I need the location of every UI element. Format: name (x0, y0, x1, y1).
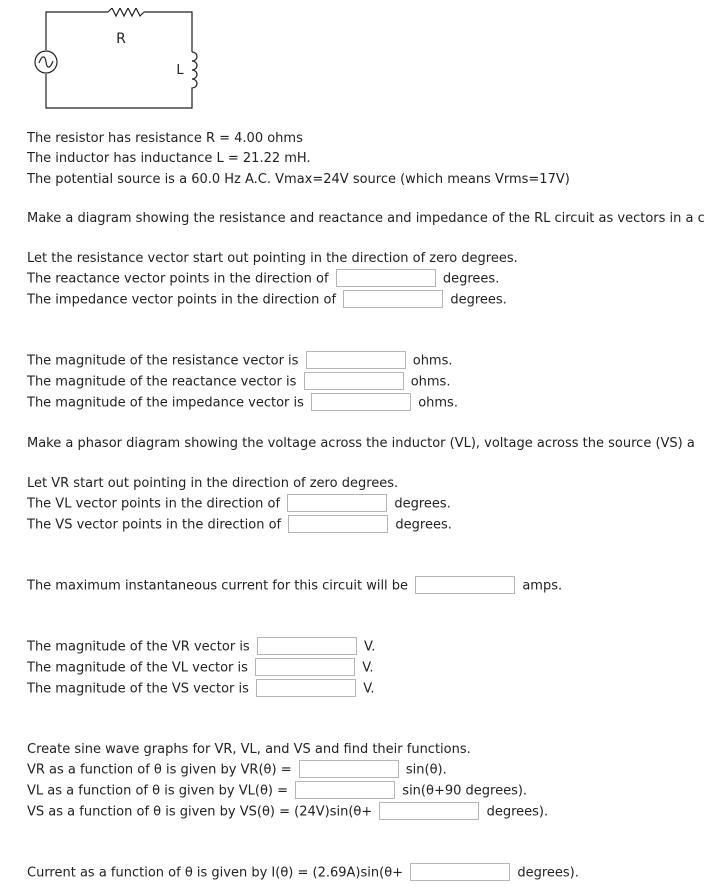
current-phase-input[interactable] (410, 863, 510, 881)
vl-direction-label: The VL vector points in the direction of (27, 496, 281, 512)
impedance-direction-input[interactable] (343, 290, 443, 308)
impedance-magnitude-row (27, 395, 458, 412)
reactance-magnitude-label: The magnitude of the reactance vector is (27, 374, 297, 390)
reactance-direction-label: The reactance vector points in the direction of (27, 271, 329, 287)
ohms-unit: ohms. (410, 374, 451, 390)
ohms-unit: ohms. (418, 395, 458, 411)
impedance-direction-row (27, 292, 507, 309)
vs-direction-label: The VS vector points in the direction of (27, 517, 282, 533)
ohms-unit: ohms. (412, 353, 453, 369)
volts-unit: V. (363, 639, 376, 655)
vs-magnitude-input[interactable] (256, 679, 356, 697)
vs-function-label: VS as a function of θ is given by VS(θ) = (24V)sin(θ+ (27, 804, 373, 820)
vr-function-row (27, 762, 447, 779)
vl-function-row (27, 783, 527, 800)
vr-magnitude-row (27, 639, 375, 656)
functions-intro: Create sine wave graphs for VR, VL, and VS and find their functions. (27, 742, 471, 757)
resistance-magnitude-input[interactable] (306, 351, 406, 369)
current-function-suffix: degrees). (517, 865, 579, 881)
vs-direction-input[interactable] (288, 515, 388, 533)
degrees-unit: degrees. (450, 292, 507, 308)
degrees-unit: degrees. (442, 271, 500, 287)
inductor-symbol (192, 52, 197, 90)
resistance-magnitude-label: The magnitude of the resistance vector is (27, 353, 299, 369)
volts-unit: V. (363, 681, 375, 697)
vl-direction-row (27, 496, 451, 513)
degrees-unit: degrees. (394, 496, 451, 512)
vr-function-label: VR as a function of θ is given by VR(θ) = (27, 762, 292, 778)
vs-direction-row (27, 517, 452, 534)
given-resistance: The resistor has resistance R = 4.00 ohms (27, 131, 303, 146)
vl-function-label: VL as a function of θ is given by VL(θ) = (27, 783, 289, 799)
rl-circuit-diagram (34, 8, 244, 118)
current-function-label: Current as a function of θ is given by I(θ) = (2.69A)sin(θ+ (27, 865, 404, 881)
vr-amplitude-input[interactable] (299, 760, 399, 778)
vl-magnitude-row (27, 660, 374, 677)
reactance-magnitude-input[interactable] (304, 372, 404, 390)
impedance-magnitude-input[interactable] (311, 393, 411, 411)
resistor-symbol (108, 8, 144, 16)
vs-function-row (27, 804, 548, 821)
max-current-input[interactable] (415, 576, 515, 594)
impedance-direction-label: The impedance vector points in the direction of (27, 292, 337, 308)
impedance-intro: Make a diagram showing the resistance and reactance and impedance of the RL circuit as vectors in a c (27, 211, 705, 226)
vs-magnitude-row (27, 681, 375, 698)
reactance-magnitude-row (27, 374, 450, 391)
vr-direction-text: Let VR start out pointing in the direction of zero degrees. (27, 476, 399, 491)
vr-magnitude-label: The magnitude of the VR vector is (27, 639, 250, 655)
vl-magnitude-label: The magnitude of the VL vector is (27, 660, 248, 676)
resistance-magnitude-row (27, 353, 453, 370)
reactance-direction-row (27, 271, 499, 288)
vs-magnitude-label: The magnitude of the VS vector is (27, 681, 249, 697)
vl-amplitude-input[interactable] (295, 781, 395, 799)
vs-phase-input[interactable] (379, 802, 479, 820)
reactance-direction-input[interactable] (336, 269, 436, 287)
phasor-intro: Make a phasor diagram showing the voltage across the inductor (VL), voltage across the source (VS) a (27, 436, 695, 451)
current-function-row (27, 865, 579, 882)
max-current-row (27, 578, 562, 595)
given-source: The potential source is a 60.0 Hz A.C. Vmax=24V source (which means Vrms=17V) (27, 172, 570, 187)
given-inductance: The inductor has inductance L = 21.22 mH. (27, 151, 311, 166)
vl-function-suffix: sin(θ+90 degrees). (402, 783, 528, 799)
amps-unit: amps. (522, 578, 563, 594)
max-current-label: The maximum instantaneous current for this circuit will be (27, 578, 409, 594)
vs-function-suffix: degrees). (486, 804, 549, 820)
resistance-direction-text: Let the resistance vector start out pointing in the direction of zero degrees. (27, 251, 518, 266)
inductor-label: L (176, 63, 184, 78)
resistor-label: R (116, 31, 126, 47)
volts-unit: V. (362, 660, 374, 676)
impedance-magnitude-label: The magnitude of the impedance vector is (27, 395, 304, 411)
vl-direction-input[interactable] (287, 494, 387, 512)
vr-function-suffix: sin(θ). (405, 762, 447, 778)
vl-magnitude-input[interactable] (255, 658, 355, 676)
degrees-unit: degrees. (395, 517, 452, 533)
vr-magnitude-input[interactable] (257, 637, 357, 655)
